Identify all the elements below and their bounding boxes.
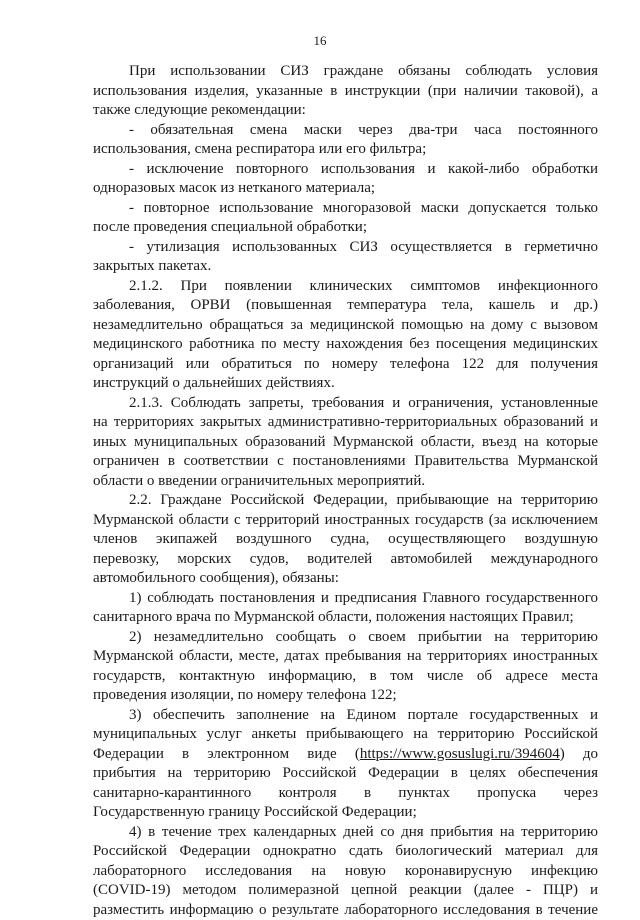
text-line: Мурманской области с территорий иностранных государств (за исключением <box>93 511 598 531</box>
text-line: организаций или обратиться по номеру телефона 122 для получения <box>93 355 598 375</box>
text-line: ограничен в соответствии с постановлениями Правительства Мурманской <box>93 452 598 472</box>
text-line: 4) в течение трех календарных дней со дня прибытия на территорию <box>93 823 598 843</box>
text-line: на территориях закрытых административно-территориальных образований и <box>93 413 598 433</box>
text-line: Российской Федерации однократно сдать биологический материал для <box>93 842 598 862</box>
text-line: прибытия на территорию Российской Федерации в целях обеспечения <box>93 764 598 784</box>
text-line: лабораторного исследования на новую коронавирусную инфекцию <box>93 862 598 882</box>
text-line: заболевания, ОРВИ (повышенная температура тела, кашель и др.) <box>93 296 598 316</box>
text-line: незамедлительно обращаться за медицинской помощью на дому с вызовом <box>93 316 598 336</box>
text-line: перевозку, морских судов, водителей автомобилей международного <box>93 550 598 570</box>
text-line: иных муниципальных образований Мурманской области, въезд на которые <box>93 433 598 453</box>
text-line: Государственную границу Российской Федерации; <box>93 803 598 823</box>
text-line: 2.1.3. Соблюдать запреты, требования и ограничения, установленные <box>93 394 598 414</box>
text-line: закрытых пакетах. <box>93 257 598 277</box>
text-line: муниципальных услуг анкеты прибывающего на территорию Российской <box>93 725 598 745</box>
text-line: проведения изоляции, по номеру телефона 122; <box>93 686 598 706</box>
document-body <box>93 62 598 920</box>
text-line: (COVID-19) методом полимеразной цепной реакции (далее - ПЦР) и <box>93 881 598 901</box>
text-line: государств, контактную информацию, в том числе об адресе места <box>93 667 598 687</box>
text-line: инструкций о дальнейших действиях. <box>93 374 598 394</box>
text-line: также следующие рекомендации: <box>93 101 598 121</box>
text-line: - обязательная смена маски через два-три часа постоянного <box>93 121 598 141</box>
text-line: 2.2. Граждане Российской Федерации, прибывающие на территорию <box>93 491 598 511</box>
text-line: медицинского работника по месту нахождения без посещения медицинских <box>93 335 598 355</box>
text-line: разместить информацию о результате лабораторного исследования в течение <box>93 901 598 920</box>
text-line: использования, смена респиратора или его фильтра; <box>93 140 598 160</box>
page-number: 16 <box>0 33 640 49</box>
text-line: санитарно-карантинного контроля в пунктах пропуска через <box>93 784 598 804</box>
text-line: автомобильного сообщения), обязаны: <box>93 569 598 589</box>
text-line: Федерации в электронном виде (https://www.gosuslugi.ru/394604) до <box>93 745 598 765</box>
text-line: При использовании СИЗ граждане обязаны соблюдать условия <box>93 62 598 82</box>
text-line: членов экипажей воздушного судна, осуществляющего воздушную <box>93 530 598 550</box>
gosuslugi-link[interactable]: https://www.gosuslugi.ru/394604 <box>360 746 560 762</box>
text-line: Мурманской области, месте, датах пребывания на территориях иностранных <box>93 647 598 667</box>
text-line: 3) обеспечить заполнение на Едином портале государственных и <box>93 706 598 726</box>
text-line: одноразовых масок из нетканого материала; <box>93 179 598 199</box>
text-line: 1) соблюдать постановления и предписания Главного государственного <box>93 589 598 609</box>
text-line: 2.1.2. При появлении клинических симптомов инфекционного <box>93 277 598 297</box>
text-line: - утилизация использованных СИЗ осуществляется в герметично <box>93 238 598 258</box>
text-line: - исключение повторного использования и какой-либо обработки <box>93 160 598 180</box>
text-line: - повторное использование многоразовой маски допускается только <box>93 199 598 219</box>
text-line: области о введении ограничительных мероприятий. <box>93 472 598 492</box>
text-line: использования изделия, указанные в инструкции (при наличии таковой), а <box>93 82 598 102</box>
text-line: санитарного врача по Мурманской области, положения настоящих Правил; <box>93 608 598 628</box>
text-line: 2) незамедлительно сообщать о своем прибытии на территорию <box>93 628 598 648</box>
text-line: после проведения специальной обработки; <box>93 218 598 238</box>
